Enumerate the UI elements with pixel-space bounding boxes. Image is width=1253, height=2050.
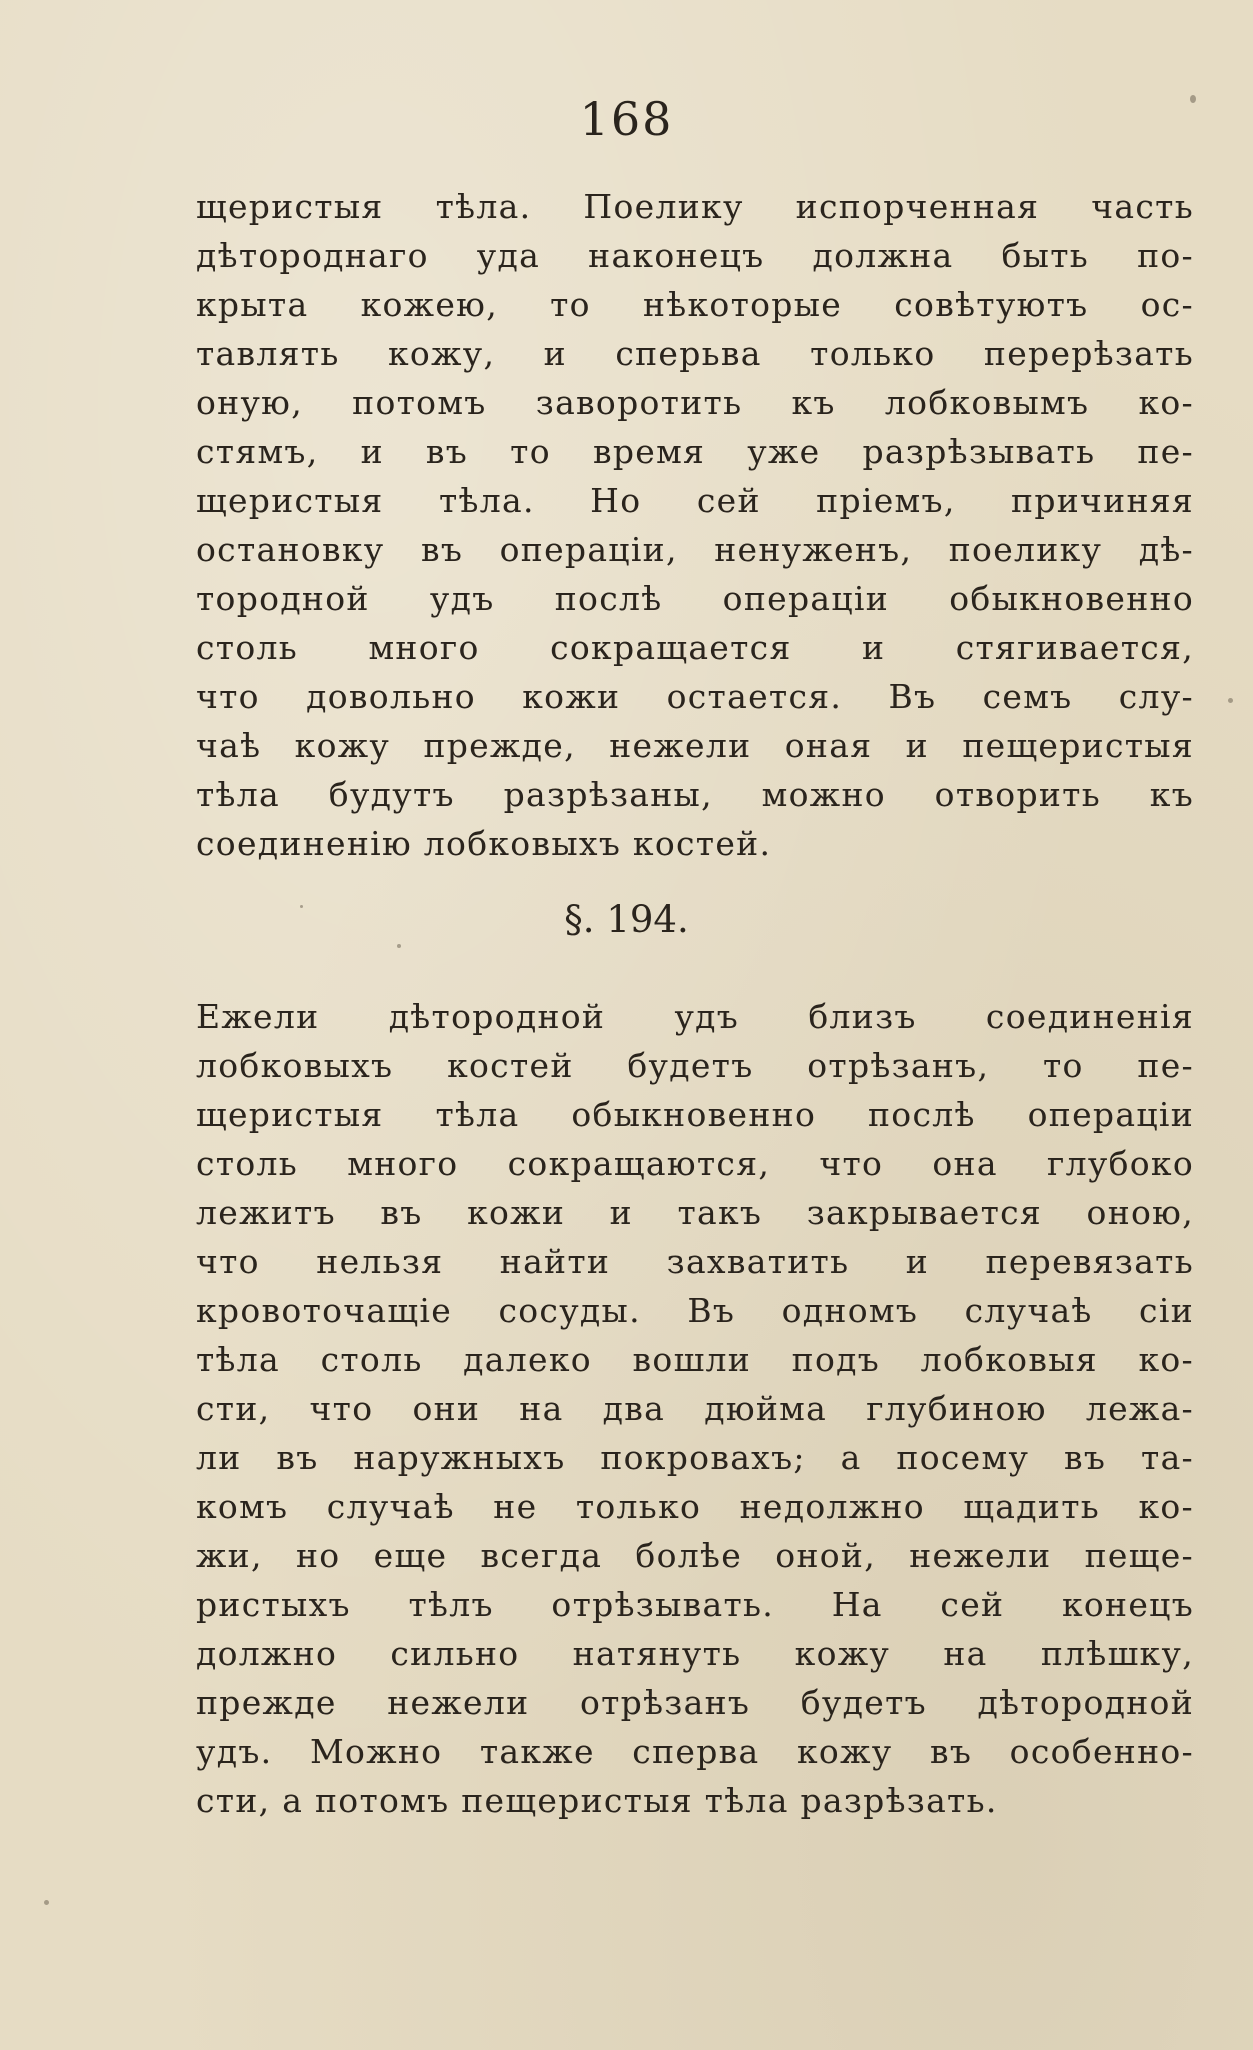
- paragraph-1: [196, 182, 1194, 868]
- text-line: лежитъ въ кожи и такъ закрывается оною,: [196, 1193, 1194, 1232]
- text-line: щеристыя тѣла. Поелику испорченная часть: [196, 187, 1194, 226]
- paper-speck: [1190, 95, 1196, 103]
- text-line: что довольно кожи остается. Въ семъ слу-: [196, 677, 1194, 716]
- text-line: столь много сокращается и стягивается,: [196, 628, 1194, 667]
- text-line: столь много сокращаются, что она глубоко: [196, 1144, 1194, 1183]
- text-line: чаѣ кожу прежде, нежели оная и пещеристыя: [196, 726, 1194, 765]
- text-line: оную, потомъ заворотить къ лобковымъ ко-: [196, 383, 1194, 422]
- paper-speck: [44, 1900, 49, 1905]
- paper-speck: [1228, 698, 1233, 703]
- section-heading: §. 194.: [564, 898, 689, 941]
- text-line: стямъ, и въ то время уже разрѣзывать пе-: [196, 432, 1194, 471]
- text-line: прежде нежели отрѣзанъ будетъ дѣтородной: [196, 1683, 1194, 1722]
- text-line: соединенiю лобковыхъ костей.: [196, 824, 772, 863]
- text-line: комъ случаѣ не только недолжно щадить ко-: [196, 1487, 1194, 1526]
- paper-speck: [300, 905, 303, 908]
- text-line: лобковыхъ костей будетъ отрѣзанъ, то пе-: [196, 1046, 1194, 1085]
- text-line: дѣтороднаго уда наконецъ должна быть по-: [196, 236, 1194, 275]
- text-line: ристыхъ тѣлъ отрѣзывать. На сей конецъ: [196, 1585, 1194, 1624]
- text-line: ли въ наружныхъ покровахъ; а посему въ та-: [196, 1438, 1194, 1477]
- paper-speck: [397, 944, 401, 948]
- text-line: жи, но еще всегда болѣе оной, нежели пеще-: [196, 1536, 1194, 1575]
- text-line: сти, а потомъ пещеристыя тѣла разрѣзать.: [196, 1781, 998, 1820]
- text-line: остановку въ операцiи, ненуженъ, поелику дѣ-: [196, 530, 1194, 569]
- text-line: щеристыя тѣла. Но сей прiемъ, причиняя: [196, 481, 1194, 520]
- text-line: кровоточащiе сосуды. Въ одномъ случаѣ сiи: [196, 1291, 1194, 1330]
- text-line: щеристыя тѣла обыкновенно послѣ операцiи: [196, 1095, 1194, 1134]
- text-line: удъ. Можно также сперва кожу въ особенно-: [196, 1732, 1194, 1771]
- text-line: тѣла будутъ разрѣзаны, можно отворить къ: [196, 775, 1194, 814]
- text-line: Ежели дѣтородной удъ близъ соединенiя: [196, 997, 1194, 1036]
- text-line: тавлять кожу, и сперьва только перерѣзать: [196, 334, 1194, 373]
- paragraph-2: [196, 992, 1194, 1825]
- text-line: тѣла столь далеко вошли подъ лобковыя ко-: [196, 1340, 1194, 1379]
- text-line: что нельзя найти захватить и перевязать: [196, 1242, 1194, 1281]
- text-line: тородной удъ послѣ операцiи обыкновенно: [196, 579, 1194, 618]
- text-line: сти, что они на два дюйма глубиною лежа-: [196, 1389, 1194, 1428]
- page-number: 168: [579, 92, 674, 146]
- text-line: должно сильно натянуть кожу на плѣшку,: [196, 1634, 1194, 1673]
- text-line: крыта кожею, то нѣкоторые совѣтуютъ ос-: [196, 285, 1194, 324]
